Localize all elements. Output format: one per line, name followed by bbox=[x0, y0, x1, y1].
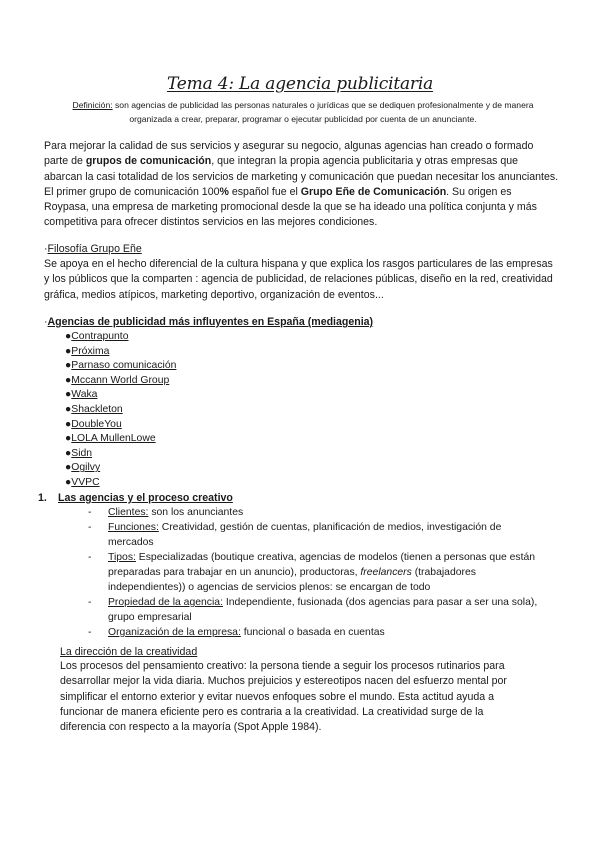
bullet-icon: ● bbox=[65, 462, 72, 474]
list-item bbox=[65, 374, 176, 389]
agencies-list bbox=[65, 330, 176, 491]
section-number: 1. bbox=[38, 492, 47, 504]
definition-label: Definición: bbox=[72, 100, 113, 110]
bullet-icon: ● bbox=[65, 374, 72, 386]
agency-name: Mccann World Group bbox=[71, 374, 170, 386]
dash-marker: - bbox=[88, 627, 92, 638]
philosophy-paragraph: Se apoya en el hecho diferencial de la cultura hispana y que explica los rasgos particulares de las empresas y los públicos que la comparten : agencia de publicidad, de relaciones públicas, diseño en la red, creatividad gráfica, medios atípicos, marketing deportivo, organización de eventos... bbox=[44, 258, 553, 301]
property-key: Clientes: bbox=[108, 507, 149, 518]
list-item bbox=[65, 345, 176, 360]
definition-text: son agencias de publicidad las personas naturales o jurídicas que se dediquen profesionalmente y de manera organizada a crear, preparar, programar o ejecutar publicidad por cuenta de un anunciante. bbox=[112, 100, 534, 124]
property-text-2: (trabajadores independientes)) o agencias de servicios plenos: se encargan de todo bbox=[108, 567, 476, 593]
list-item bbox=[65, 388, 176, 403]
intro-text-3: español fue el bbox=[231, 185, 301, 198]
bullet-icon: ● bbox=[65, 418, 72, 430]
agency-name: Ogilvy bbox=[71, 462, 101, 474]
agency-name: Waka bbox=[71, 389, 98, 401]
agency-name: DoubleYou bbox=[71, 418, 122, 430]
list-item bbox=[65, 359, 176, 374]
list-item bbox=[65, 461, 176, 476]
list-item bbox=[65, 403, 176, 418]
list-item bbox=[65, 432, 176, 447]
agency-name: Parnaso comunicación bbox=[71, 360, 177, 372]
philosophy-prefix: · bbox=[44, 243, 48, 255]
agency-properties-list bbox=[88, 505, 548, 640]
agency-name: LOLA MullenLowe bbox=[71, 433, 156, 445]
agency-name: Contrapunto bbox=[71, 331, 129, 342]
document-title: Tema 4: La agencia publicitaria bbox=[166, 74, 434, 94]
property-text: son los anunciantes bbox=[148, 507, 244, 518]
section-1-heading-text: Las agencias y el proceso creativo bbox=[58, 492, 233, 504]
agency-name: Próxima bbox=[71, 345, 110, 357]
bullet-icon: ● bbox=[65, 476, 72, 488]
property-key: Funciones: bbox=[108, 522, 159, 533]
intro-bold-grupo-ene: Grupo Eñe de Comunicación bbox=[300, 185, 447, 198]
list-item bbox=[65, 330, 176, 345]
dash-marker: - bbox=[88, 552, 92, 563]
intro-bold-percent: % bbox=[219, 185, 232, 198]
list-item-clientes bbox=[88, 505, 548, 520]
intro-paragraph bbox=[44, 139, 559, 231]
bullet-icon: ● bbox=[65, 331, 72, 342]
creativity-heading: La dirección de la creatividad bbox=[60, 646, 198, 658]
intro-text-2: , que integran la propia agencia publicitaria y otras empresas que abarcan la casi totalidad de los servicios de marketing y comunicación que puedan necesitar los anunciantes. El primer grupo de comunicación 100 bbox=[44, 155, 559, 198]
intro-text-1: Para mejorar la calidad de sus servicios y asegurar su negocio, algunas agencias han creado o formado parte de bbox=[44, 140, 534, 168]
agencies-heading-text: Agencias de publicidad más influyentes en España (mediagenia) bbox=[47, 316, 374, 328]
property-text: Creatividad, gestión de cuentas, planificación de medios, investigación de mercados bbox=[108, 522, 502, 548]
agencies-heading bbox=[44, 315, 373, 330]
property-italic: freelancers bbox=[360, 567, 412, 578]
property-text: Especializadas (boutique creativa, agencias de modelos (tienen a personas que están preparadas para trabajar en un anuncio), productoras, bbox=[108, 552, 536, 578]
property-text: funcional o basada en cuentas bbox=[240, 627, 385, 638]
dash-marker: - bbox=[88, 597, 92, 608]
agency-name: Sidn bbox=[71, 447, 93, 459]
list-item-funciones bbox=[88, 520, 548, 550]
dash-marker: - bbox=[88, 507, 92, 518]
property-key: Organización de la empresa: bbox=[108, 627, 241, 638]
list-item-organizacion bbox=[88, 625, 548, 640]
bullet-icon: ● bbox=[65, 360, 72, 372]
property-key: Propiedad de la agencia: bbox=[108, 597, 223, 608]
intro-text-4: . Su origen es Roypasa, una empresa de marketing promocional desde la que se ha ideado una política conjunta y más competitiva para ofrecer distintos servicios en las mejores condiciones. bbox=[44, 185, 537, 229]
philosophy-heading-text: Filosofía Grupo Eñe bbox=[47, 243, 142, 255]
agency-name: VVPC bbox=[71, 476, 100, 488]
section-1-heading bbox=[38, 491, 233, 506]
property-text: Independiente, fusionada (dos agencias para pasar a ser una sola), grupo empresarial bbox=[108, 597, 538, 623]
bullet-icon: ● bbox=[65, 389, 72, 401]
property-key: Tipos: bbox=[108, 552, 136, 563]
list-item bbox=[65, 418, 176, 433]
list-item bbox=[65, 447, 176, 462]
list-item bbox=[65, 476, 176, 491]
definition-block bbox=[58, 98, 548, 126]
bullet-icon: ● bbox=[65, 403, 72, 415]
bullet-icon: ● bbox=[65, 345, 72, 357]
list-item-propiedad bbox=[88, 595, 548, 625]
intro-bold-groups: grupos de comunicación bbox=[85, 155, 212, 168]
bullet-icon: ● bbox=[65, 433, 72, 445]
creativity-paragraph: Los procesos del pensamiento creativo: la persona tiende a seguir los procesos rutinarios para desarrollar mejor la vida diaria. Muchos prejuicios y estereotipos nacen del esfuerzo mental por simplificar el entorno exterior y evitar nuevos enfoques sobre el mundo. Esta actitud ayuda a funcionar de manera eficiente pero es contraria a la creatividad. La creatividad surge de la diferencia con respecto a la mayoría (Spot Apple 1984). bbox=[60, 660, 507, 734]
list-item-tipos bbox=[88, 550, 548, 595]
dash-marker: - bbox=[88, 522, 92, 533]
agencies-prefix: · bbox=[44, 316, 48, 328]
agency-name: Shackleton bbox=[71, 403, 123, 415]
bullet-icon: ● bbox=[65, 447, 72, 459]
philosophy-heading bbox=[44, 242, 142, 257]
